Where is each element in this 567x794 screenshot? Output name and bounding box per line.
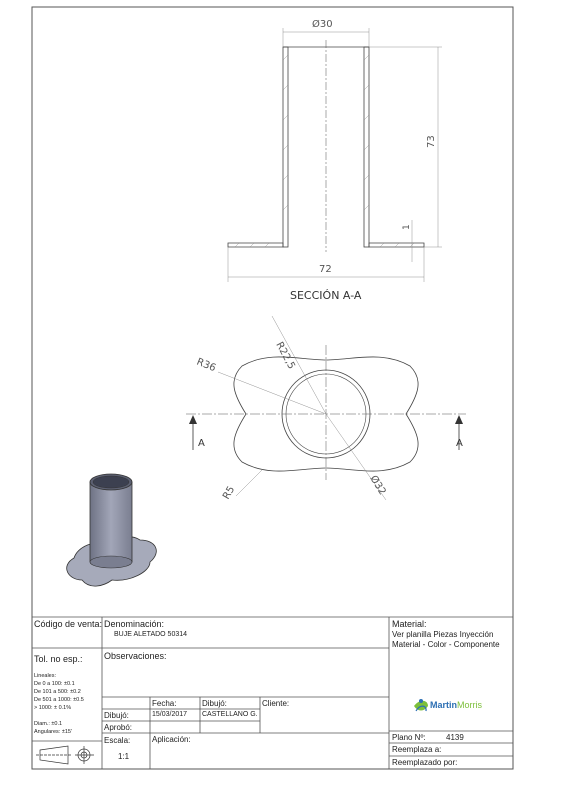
- plan-view: [186, 316, 466, 500]
- denominacion-label: Denominación:: [104, 619, 165, 629]
- denominacion-value: BUJE ALETADO 50314: [114, 631, 188, 638]
- observaciones-label: Observaciones:: [104, 651, 167, 661]
- dim-diameter-top: Ø30: [312, 19, 333, 30]
- material-label: Material:: [392, 619, 427, 629]
- tolerance-line: De 0 a 100: ±0.1: [34, 681, 75, 687]
- escala-value: 1:1: [118, 752, 130, 761]
- aprobo-label: Aprobó:: [104, 723, 133, 732]
- plano-value: 4139: [446, 733, 464, 742]
- dim-r-left: R36: [194, 356, 218, 375]
- plano-label: Plano Nº:: [392, 733, 426, 742]
- cliente-label: Cliente:: [262, 699, 290, 708]
- tolerance-line: Diam.: ±0.1: [34, 721, 63, 727]
- martinmorris-logo-icon: [414, 699, 428, 711]
- logo-text: [430, 700, 482, 710]
- tolerance-line: De 101 a 500: ±0.2: [34, 689, 81, 695]
- dim-r-bottom: R5: [221, 484, 238, 502]
- tolerance-line: Angulares: ±15': [34, 729, 73, 735]
- tolerance-line: > 1000: ± 0.1%: [34, 705, 72, 711]
- logo-text-morris: Morris: [457, 700, 482, 710]
- isometric-view: [67, 474, 157, 586]
- dim-width: 72: [319, 264, 332, 275]
- material-value-1: Ver planilla Piezas Inyección: [392, 630, 494, 639]
- tolerance-line: [34, 712, 84, 720]
- tol-label: Tol. no esp.:: [34, 654, 83, 664]
- dibujo-value: CASTELLANO G.: [202, 711, 258, 718]
- section-mark-right: A: [456, 438, 463, 449]
- flange-right: [369, 243, 424, 247]
- projection-symbol-icon: [36, 746, 94, 764]
- section-view: [228, 28, 442, 282]
- logo-text-martin: Martin: [430, 700, 457, 710]
- tube-wall-left: [283, 47, 288, 247]
- reemplaza-label: Reemplaza a:: [392, 745, 442, 754]
- fecha-label: Fecha:: [152, 699, 177, 708]
- section-title: SECCIÓN A-A: [290, 289, 362, 302]
- escala-label: Escala:: [104, 736, 131, 745]
- dim-height: 73: [426, 135, 437, 148]
- dibujo-row-label: Dibujó:: [104, 711, 129, 720]
- aplicacion-label: Aplicación:: [152, 735, 191, 744]
- dim-diameter-plan: Ø32: [367, 473, 388, 498]
- codigo-label: Código de venta:: [34, 619, 103, 629]
- tube-wall-right: [364, 47, 369, 247]
- reemplazado-label: Reemplazado por:: [392, 758, 458, 767]
- tolerance-line: De 501 a 1000: ±0.5: [34, 697, 84, 703]
- dibujo-col-label: Dibujó:: [202, 699, 227, 708]
- section-mark-left: A: [198, 438, 205, 449]
- fecha-value: 15/03/2017: [152, 711, 188, 718]
- dim-flange: 1: [402, 224, 412, 230]
- flange-left: [228, 243, 283, 247]
- material-value-2: Material - Color - Componente: [392, 640, 500, 649]
- tolerance-line: Lineales:: [34, 673, 57, 679]
- dim-r-top: R22,5: [273, 340, 297, 372]
- tolerance-list: [34, 672, 84, 736]
